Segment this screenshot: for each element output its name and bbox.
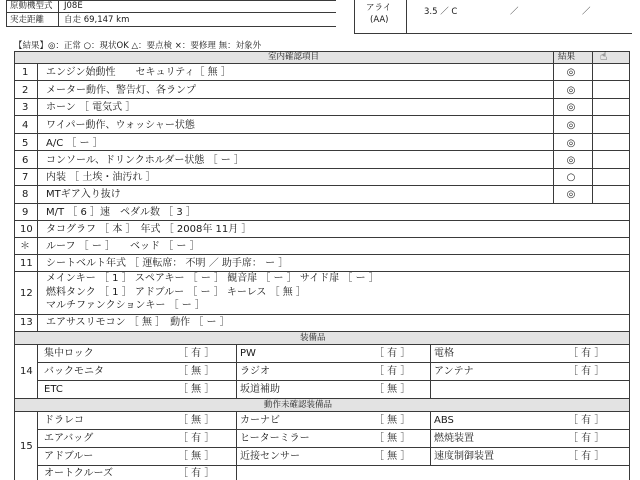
item-result-mark: ◎ <box>566 120 576 131</box>
alignment-slash-1: ／ <box>510 7 519 17</box>
item-text: ワイパー動作、ウォッシャー状態 <box>46 120 195 131</box>
mileage-label: 実走距離 <box>10 15 45 25</box>
section-unverified-title: 動作未確認装備品 <box>264 400 333 410</box>
unverified-name: ドラレコ <box>44 415 84 426</box>
item-text: メーター動作、警告灯、各ランプ <box>46 85 196 96</box>
unverified-value: ［ 有 ］ <box>568 433 605 444</box>
equipment-name: バックモニタ <box>44 366 104 377</box>
item-result-mark: ◎ <box>566 67 576 78</box>
unverified-value: ［ 有 ］ <box>568 451 605 462</box>
equipment-name: 坂道補助 <box>240 384 280 395</box>
unverified-name: アドブルー <box>44 451 94 462</box>
row-9-text: M/T ［ 6 ］速 ペダル数 ［ 3 ］ <box>46 207 196 218</box>
item-text: MTギア入り抜け <box>46 189 121 200</box>
row-13-text: エアサスリモコン ［ 無 ］ 動作 ［ ー ］ <box>46 317 230 328</box>
item-number: 4 <box>22 120 29 131</box>
equipment-name: 集中ロック <box>44 348 94 359</box>
row-14-number: 14 <box>20 366 33 377</box>
hand-icon: ☝ <box>600 49 608 63</box>
unverified-name: 燃焼装置 <box>434 433 474 444</box>
item-number: 8 <box>22 189 29 200</box>
item-result-mark: ◎ <box>566 102 576 113</box>
item-result-mark: ◎ <box>566 189 576 200</box>
equipment-value: ［ 有 ］ <box>568 348 605 359</box>
unverified-name: 速度制御装置 <box>434 451 494 462</box>
unverified-name: 近接センサー <box>240 451 300 462</box>
unverified-value: ［ 無 ］ <box>374 433 411 444</box>
unverified-value: ［ 無 ］ <box>178 415 215 426</box>
unverified-value: ［ 有 ］ <box>568 415 605 426</box>
item-number: 7 <box>22 172 29 183</box>
row-12-line-3: マルチファンクションキー ［ ー ］ <box>46 300 205 311</box>
equipment-name: ラジオ <box>240 366 270 377</box>
equipment-value: ［ 無 ］ <box>178 384 215 395</box>
engine-model-value: J08E <box>64 1 83 11</box>
row-star-text: ルーフ ［ ー ］ ベッド ［ ー ］ <box>46 241 200 252</box>
unverified-value: ［ 無 ］ <box>374 415 411 426</box>
unverified-name: エアバッグ <box>44 433 94 444</box>
row-13-number: 13 <box>20 317 33 328</box>
equipment-name: ETC <box>44 384 63 395</box>
equipment-name: 電格 <box>434 348 454 359</box>
equipment-value: ［ 有 ］ <box>178 348 215 359</box>
equipment-name: アンテナ <box>434 366 474 377</box>
mileage-value: 自走 69,147 km <box>64 15 130 25</box>
unverified-name: オートクルーズ <box>44 468 113 479</box>
item-result-mark: ○ <box>566 172 576 183</box>
result-legend: 【結果】◎：正常 ○：現状OK △：要点検 ×：要修理 無：対象外 <box>14 41 262 51</box>
item-text: ホーン ［ 電気式 ］ <box>46 102 136 113</box>
item-number: 3 <box>22 102 29 113</box>
item-number: 6 <box>22 155 29 166</box>
unverified-value: ［ 有 ］ <box>178 468 215 479</box>
row-11-text: シートベルト年式 ［ 運転席： 不明 ／ 助手席： ー ］ <box>46 258 289 269</box>
item-result-mark: ◎ <box>566 85 576 96</box>
unverified-value: ［ 無 ］ <box>178 451 215 462</box>
alignment-slash-2: ／ <box>582 7 591 17</box>
result-header: 結果 <box>558 52 576 62</box>
item-number: 2 <box>22 85 29 96</box>
alignment-sub-label: (AA) <box>370 15 389 25</box>
item-result-mark: ◎ <box>566 155 576 166</box>
equipment-value: ［ 有 ］ <box>374 366 411 377</box>
item-number: 5 <box>22 138 29 149</box>
unverified-name: カーナビ <box>240 415 280 426</box>
item-text: A/C ［ ー ］ <box>46 138 103 149</box>
row-15-number: 15 <box>20 441 33 452</box>
equipment-name: PW <box>240 348 256 359</box>
item-text: コンソール、ドリンクホルダー状態 ［ ー ］ <box>46 155 244 166</box>
row-12-line-2: 燃料タンク ［ 1 ］ アドブルー ［ ー ］ キーレス ［ 無 ］ <box>46 287 306 298</box>
engine-model-label: 原動機型式 <box>10 1 53 11</box>
item-text: エンジン始動性 セキュリティ［ 無 ］ <box>46 67 231 78</box>
row-10-text: タコグラフ ［ 本 ］ 年式 ［ 2008年 11月 ］ <box>46 224 252 235</box>
row-star-number: ＊ <box>20 241 30 252</box>
equipment-value: ［ 有 ］ <box>374 348 411 359</box>
row-10-number: 10 <box>20 224 33 235</box>
unverified-value: ［ 有 ］ <box>178 433 215 444</box>
equipment-value: ［ 無 ］ <box>374 384 411 395</box>
equipment-value: ［ 無 ］ <box>178 366 215 377</box>
unverified-name: ヒーターミラー <box>240 433 310 444</box>
section-interior-title: 室内確認項目 <box>268 52 320 62</box>
item-result-mark: ◎ <box>566 138 576 149</box>
row-11-number: 11 <box>20 258 33 269</box>
unverified-name: ABS <box>434 415 454 426</box>
row-12-line-1: メインキー ［ 1 ］ スペアキー ［ ー ］ 観音扉 ［ ー ］ サイド扉 ［ ー ］ <box>46 273 379 284</box>
alignment-label: アライ <box>366 3 392 13</box>
section-equipment-title: 装備品 <box>300 333 326 343</box>
equipment-value: ［ 有 ］ <box>568 366 605 377</box>
item-number: 1 <box>22 67 29 78</box>
alignment-value: 3.5 ／ C <box>424 7 458 17</box>
row-12-number: 12 <box>20 288 33 299</box>
row-9-number: 9 <box>22 207 29 218</box>
item-text: 内装 ［ 土埃・油汚れ ］ <box>46 172 156 183</box>
unverified-value: ［ 無 ］ <box>374 451 411 462</box>
